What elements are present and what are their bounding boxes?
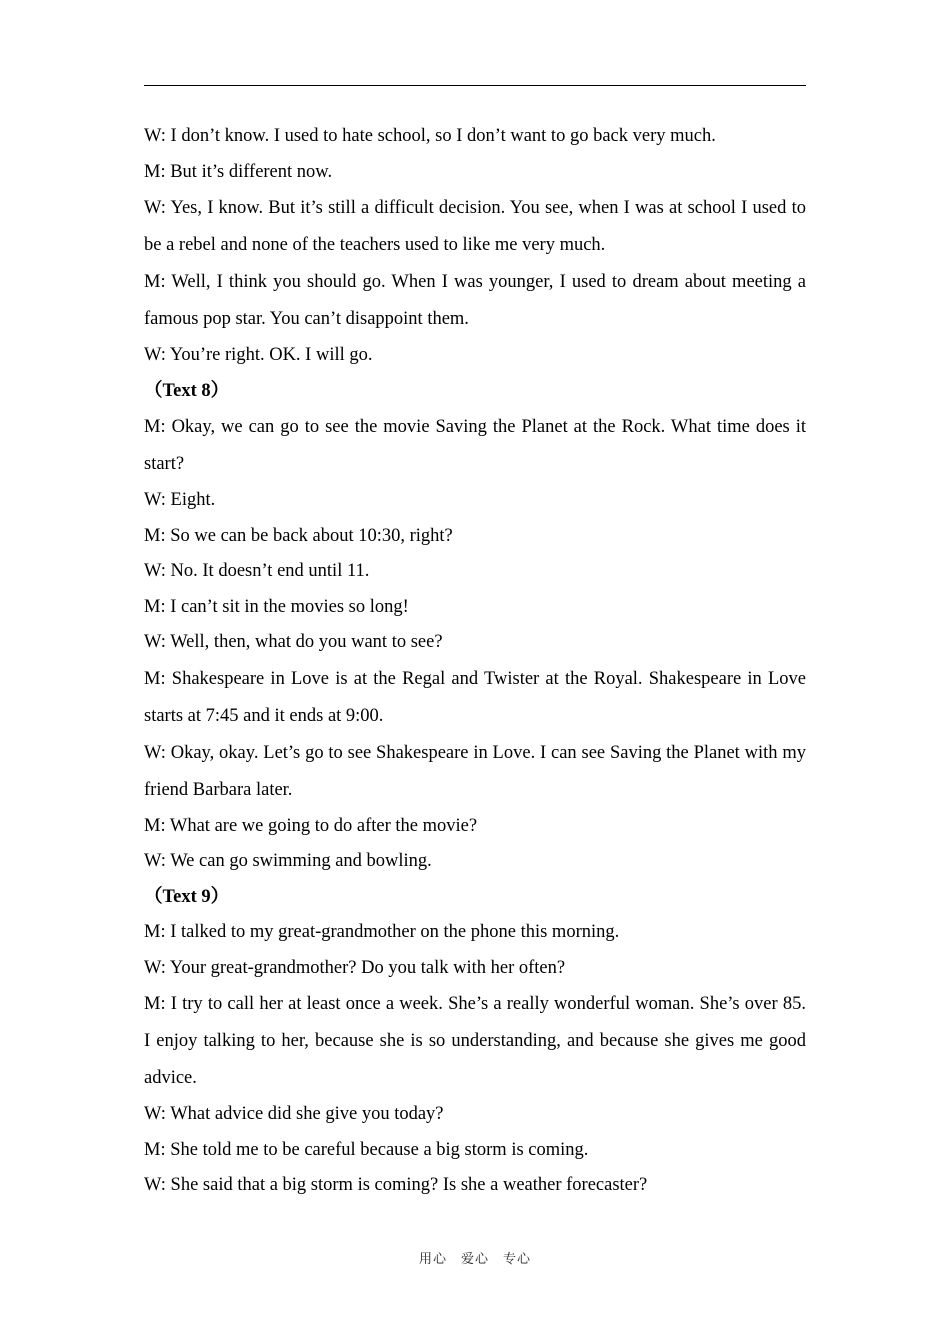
dialogue-line: M: Well, I think you should go. When I was younger, I used to dream about meeting a famous pop star. You can’t disappoint them. [144, 272, 806, 329]
dialogue-line: W: Yes, I know. But it’s still a difficult decision. You see, when I was at school I used to be a rebel and none of the teachers used to like me very much. [144, 198, 806, 255]
dialogue-line: M: So we can be back about 10:30, right? [144, 525, 453, 546]
dialogue-line: W: Well, then, what do you want to see? [144, 632, 443, 652]
dialogue-transcript [144, 119, 806, 1204]
dialogue-line: M: I can’t sit in the movies so long! [144, 596, 409, 617]
dialogue-line: W: Your great-grandmother? Do you talk with her often? [144, 957, 566, 978]
dialogue-line: M: Okay, we can go to see the movie Saving the Planet at the Rock. What time does it start? [144, 417, 806, 474]
dialogue-line: W: No. It doesn’t end until 11. [144, 561, 370, 581]
dialogue-line: M: I talked to my great-grandmother on the phone this morning. [144, 922, 620, 942]
dialogue-line: M: I try to call her at least once a week. She’s a really wonderful woman. She’s over 85. I enjoy talking to her, because she is so understanding, and because she gives me good advice. [144, 994, 806, 1088]
dialogue-line: W: She said that a big storm is coming? Is she a weather forecaster? [144, 1175, 648, 1195]
section-heading-text-9: （Text 9） [144, 886, 230, 907]
dialogue-line: M: Shakespeare in Love is at the Regal and Twister at the Royal. Shakespeare in Love starts at 7:45 and it ends at 9:00. [144, 668, 806, 726]
dialogue-line: M: She told me to be careful because a big storm is coming. [144, 1139, 589, 1160]
header-rule [144, 85, 806, 86]
dialogue-line: W: Okay, okay. Let’s go to see Shakespeare in Love. I can see Saving the Planet with my friend Barbara later. [144, 742, 806, 800]
dialogue-line: M: What are we going to do after the movie? [144, 815, 478, 836]
dialogue-line: M: But it’s different now. [144, 161, 333, 182]
dialogue-line: W: What advice did she give you today? [144, 1104, 444, 1124]
dialogue-line: W: Eight. [144, 490, 216, 510]
dialogue-line: W: I don’t know. I used to hate school, so I don’t want to go back very much. [144, 126, 716, 146]
dialogue-line: W: We can go swimming and bowling. [144, 851, 432, 871]
dialogue-line: W: You’re right. OK. I will go. [144, 345, 373, 365]
page-footer: 用心 爱心 专心 [418, 1252, 531, 1267]
section-heading-text-8: （Text 8） [144, 380, 230, 401]
